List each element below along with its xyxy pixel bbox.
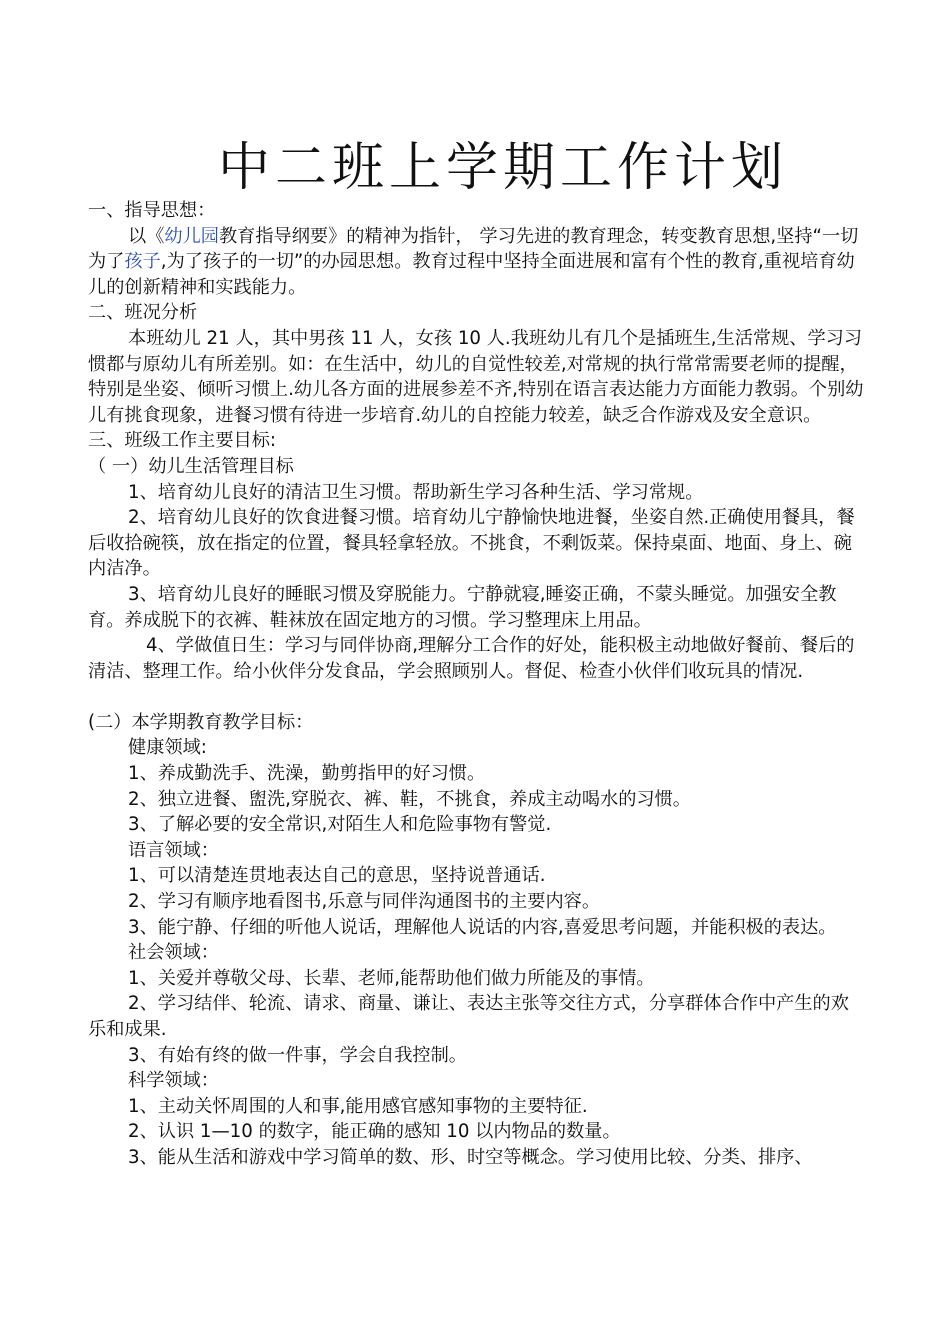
paragraph-guiding-thought: [88, 224, 866, 301]
list-item: 3、培育幼儿良好的睡眠习惯及穿脱能力。宁静就寝,睡姿正确，不蒙头睡觉。加强安全教育。养成脱下的衣裤、鞋袜放在固定地方的习惯。学习整理床上用品。: [88, 583, 837, 631]
domain-label-science: 科学领域：: [128, 1070, 219, 1092]
paragraph-class-analysis: 本班幼儿 21 人，其中男孩 11 人，女孩 10 人.我班幼儿有几个是插班生,生活常规、学习习惯都与原幼儿有所差别。如：在生活中，幼儿的自觉性较差,对常规的执行常常需要老师的提醒，特别是坐姿、倾听习惯上.幼儿各方面的进展参差不齐,特别在语言表达能力方面能力教弱。个别幼儿有挑食现象，进餐习惯有待进一步培育.幼儿的自控能力较差，缺乏合作游戏及安全意识。: [88, 327, 864, 426]
section-heading: 三、班级工作主要目标:: [88, 430, 277, 452]
list-item: 3、了解必要的安全常识,对陌生人和危险事物有警觉.: [128, 814, 552, 836]
list-item: 1、主动关怀周围的人和事,能用感官感知事物的主要特征.: [128, 1095, 588, 1117]
list-item: 2、独立进餐、盥洗,穿脱衣、裤、鞋，不挑食，养成主动喝水的习惯。: [128, 788, 691, 810]
domain-label-social: 社会领域：: [128, 942, 219, 964]
text-span: 教育指导纲要》的精神为指针， 学习先进的教育理念，转变教育思想,坚持“一切为了: [88, 225, 859, 273]
list-item: 1、培育幼儿良好的清洁卫生习惯。帮助新生学习各种生活、学习常规。: [128, 481, 704, 503]
section-heading: 一、指导思想：: [88, 200, 216, 221]
list-item: 2、学习结伴、轮流、请求、商量、谦让、表达主张等交往方式，分享群体合作中产生的欢乐和成果.: [88, 993, 849, 1040]
domain-label-language: 语言领域：: [128, 839, 219, 861]
child-link[interactable]: 孩子: [124, 251, 161, 273]
list-item: 2、培育幼儿良好的饮食进餐习惯。培育幼儿宁静愉快地进餐，坐姿自然.正确使用餐具，餐后收拾碗筷，放在指定的位置，餐具轻拿轻放。不挑食，不剩饭菜。保持桌面、地面、身上、碗内洁净。: [88, 507, 855, 580]
section-heading: 二、班况分析: [88, 302, 198, 324]
list-item: 3、有始有终的做一件事，学会自我控制。: [128, 1044, 467, 1066]
list-item: 1、可以清楚连贯地表达自己的意思，坚持说普通话.: [128, 865, 546, 887]
document-title: 中二班上学期工作计划: [217, 138, 788, 198]
text-span: 以《: [128, 225, 165, 247]
list-item: 2、认识 1—10 的数字，能正确的感知 10 以内物品的数量。: [128, 1121, 621, 1143]
list-item: 2、学习有顺序地看图书,乐意与同伴沟通图书的主要内容。: [128, 891, 601, 913]
subsection-heading: (二）本学期教育教学目标：: [88, 711, 314, 733]
list-item: 1、关爱并尊敬父母、长辈、老师,能帮助他们做力所能及的事情。: [128, 967, 655, 989]
domain-label-health: 健康领域:: [128, 737, 207, 759]
kindergarten-link[interactable]: 幼儿园: [164, 225, 219, 247]
list-item: 4、学做值日生：学习与同伴协商,理解分工合作的好处，能积极主动地做好餐前、餐后的清洁、整理工作。给小伙伴分发食品，学会照顾别人。督促、检查小伙伴们收玩具的情况.: [88, 635, 855, 682]
text-span: ,为了孩子的一切”的办园思想。教育过程中坚持全面进展和富有个性的教育,重视培育幼儿的创新精神和实践能力。: [88, 251, 855, 298]
subsection-heading: （ 一）幼儿生活管理目标: [88, 455, 294, 477]
list-item: 1、养成勤洗手、洗澡，勤剪指甲的好习惯。: [128, 763, 486, 785]
blank-line: [88, 684, 866, 710]
list-item: 3、能从生活和游戏中学习简单的数、形、时空等概念。学习使用比较、分类、排序、: [128, 1146, 813, 1168]
list-item: 3、能宁静、仔细的听他人说话，理解他人说话的内容,喜爱思考问题，并能积极的表达。: [128, 916, 837, 938]
document-body: [88, 198, 866, 1171]
